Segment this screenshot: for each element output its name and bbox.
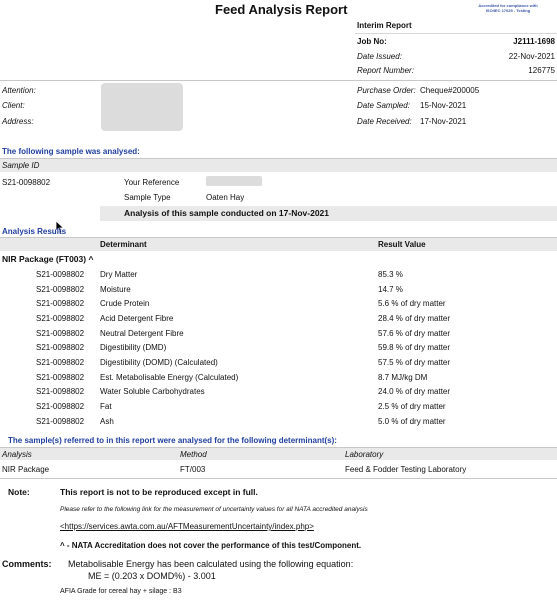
row-result-value: 28.4 % of dry matter — [378, 313, 451, 323]
row-sample-id: S21-0098802 — [36, 343, 85, 353]
sample-id-label: Sample ID — [2, 161, 40, 170]
table-row — [0, 329, 557, 341]
accreditation-note — [462, 3, 554, 13]
sample-id-value: S21-0098802 — [2, 178, 51, 187]
results-heading: Analysis Results — [2, 227, 67, 236]
table-row — [0, 387, 557, 399]
row-sample-id: S21-0098802 — [36, 372, 85, 382]
table-row — [0, 343, 557, 355]
purchase-order-label: Purchase Order: — [357, 86, 416, 95]
note-text: This report is not to be reproduced except in full. — [60, 487, 258, 497]
row-result-value: 85.3 % — [378, 270, 403, 279]
redacted-client-details — [101, 83, 183, 131]
sample-type-label: Sample Type — [124, 193, 171, 202]
row-determinant: Digestibility (DMD) — [100, 343, 167, 353]
table-row — [0, 373, 557, 385]
accreditation-line-1: Accredited for compliance with — [478, 3, 538, 8]
methods-heading: The sample(s) referred to in this report were analysed for the following determinant(s): — [8, 436, 337, 445]
table-row — [0, 299, 557, 311]
sample-type-value: Oaten Hay — [206, 193, 245, 202]
job-no-value: J2111-1698 — [513, 37, 555, 46]
method-code-value: FT/003 — [180, 465, 206, 474]
row-result-value: 57.5 % of dry matter — [378, 357, 451, 367]
accreditation-line-2: ISO/IEC 17025 - Testing — [485, 8, 531, 13]
row-determinant: Neutral Detergent Fibre — [100, 328, 184, 338]
row-result-value: 57.6 % of dry matter — [378, 328, 451, 338]
uncertainty-link[interactable]: <https://services.awta.com.au/AFTMeasurementUncertainty/index.php> — [60, 522, 314, 531]
row-determinant: Acid Detergent Fibre — [100, 313, 174, 323]
your-reference-label: Your Reference — [124, 178, 180, 187]
row-determinant: Digestibility (DOMD) (Calculated) — [100, 357, 218, 367]
table-row — [0, 314, 557, 326]
date-sampled-label: Date Sampled: — [357, 101, 410, 110]
row-result-value: 59.8 % of dry matter — [378, 343, 451, 353]
row-sample-id: S21-0098802 — [36, 328, 85, 338]
sample-heading: The following sample was analysed: — [2, 147, 140, 156]
redacted-reference — [206, 176, 262, 186]
row-determinant: Moisture — [100, 284, 131, 294]
purchase-order-value: Cheque#200005 — [420, 86, 480, 95]
table-row — [0, 417, 557, 429]
laboratory-value: Feed & Fodder Testing Laboratory — [345, 465, 467, 474]
table-row — [0, 358, 557, 370]
row-determinant: Est. Metabolisable Energy (Calculated) — [100, 372, 239, 382]
row-result-value: 8.7 MJ/kg DM — [378, 372, 428, 382]
address-label: Address: — [2, 117, 34, 126]
row-sample-id: S21-0098802 — [36, 357, 85, 367]
uncertainty-text: Please refer to the following link for the measurement of uncertainty values for all NATA accredited analysis — [60, 506, 368, 513]
row-result-value: 5.6 % of dry matter — [378, 299, 446, 309]
table-row — [0, 402, 557, 414]
col-analysis: Analysis — [2, 450, 32, 459]
row-result-value: 2.5 % of dry matter — [378, 401, 446, 411]
row-determinant: Fat — [100, 401, 112, 411]
report-number-value: 126775 — [528, 66, 555, 75]
analysis-date-banner: Analysis of this sample conducted on 17-Nov-2021 — [124, 208, 330, 218]
table-row — [0, 270, 557, 282]
row-sample-id: S21-0098802 — [36, 284, 85, 294]
row-result-value: 24.0 % of dry matter — [378, 387, 451, 397]
row-result-value: 14.7 % — [378, 284, 403, 294]
col-result-value: Result Value — [378, 240, 426, 249]
row-determinant: Water Soluble Carbohydrates — [100, 387, 205, 397]
row-determinant: Crude Protein — [100, 299, 150, 309]
col-determinant: Determinant — [100, 240, 147, 249]
date-received-value: 17-Nov-2021 — [420, 117, 467, 126]
comments-text: Metabolisable Energy has been calculated using the following equation: — [68, 559, 354, 569]
me-equation: ME = (0.203 x DOMD%) - 3.001 — [88, 571, 216, 581]
nata-note: ^ - NATA Accreditation does not cover the performance of this test/Component. — [60, 541, 362, 550]
client-label: Client: — [2, 101, 25, 110]
row-sample-id: S21-0098802 — [36, 387, 85, 397]
afia-grade: AFIA Grade for cereal hay + silage : B3 — [60, 588, 182, 595]
date-issued-label: Date Issued: — [357, 52, 402, 61]
table-row — [0, 285, 557, 297]
date-received-label: Date Received: — [357, 117, 412, 126]
comments-label: Comments: — [2, 559, 52, 569]
report-number-label: Report Number: — [357, 66, 414, 75]
date-sampled-value: 15-Nov-2021 — [420, 101, 467, 110]
row-sample-id: S21-0098802 — [36, 299, 85, 309]
row-sample-id: S21-0098802 — [36, 416, 85, 426]
row-sample-id: S21-0098802 — [36, 270, 85, 279]
row-determinant: Dry Matter — [100, 270, 138, 279]
method-analysis-value: NIR Package — [2, 465, 50, 474]
job-no-label: Job No: — [357, 37, 387, 46]
package-name: NIR Package (FT003) ^ — [2, 254, 94, 264]
note-label: Note: — [8, 487, 30, 497]
col-method: Method — [180, 450, 207, 459]
row-result-value: 5.0 % of dry matter — [378, 416, 446, 426]
attention-label: Attention: — [2, 86, 36, 95]
interim-report-label: Interim Report — [357, 21, 412, 30]
row-determinant: Ash — [100, 416, 114, 426]
report-title: Feed Analysis Report — [215, 2, 348, 17]
date-issued-value: 22-Nov-2021 — [508, 52, 555, 61]
col-laboratory: Laboratory — [345, 450, 384, 459]
row-sample-id: S21-0098802 — [36, 313, 85, 323]
row-sample-id: S21-0098802 — [36, 401, 85, 411]
